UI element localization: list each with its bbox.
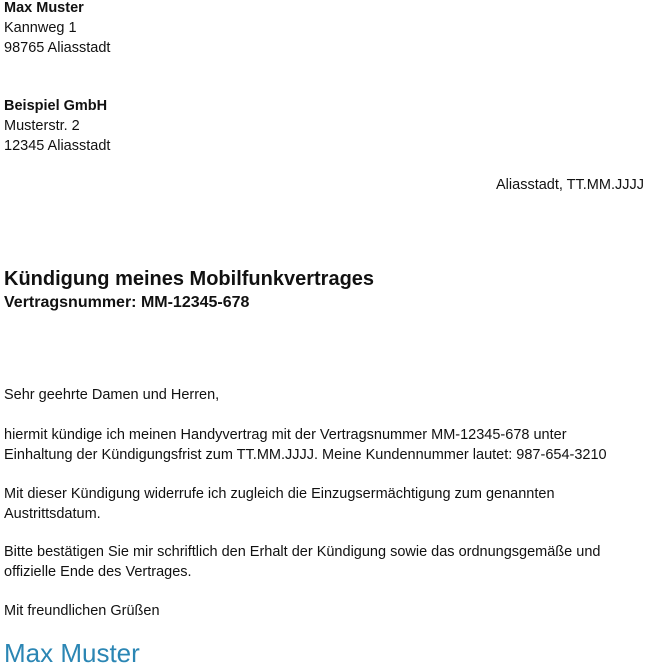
- recipient-street: Musterstr. 2: [4, 118, 80, 134]
- recipient-name: Beispiel GmbH: [4, 98, 108, 114]
- signature: Max Muster: [4, 638, 140, 668]
- recipient-city: 12345 Aliasstadt: [4, 138, 111, 154]
- recipient-address: [4, 96, 110, 156]
- sender-name: Max Muster: [4, 0, 84, 16]
- salutation: Sehr geehrte Damen und Herren,: [4, 387, 220, 403]
- paragraph-line: hiermit kündige ich meinen Handyvertrag mit der Vertragsnummer MM-12345-678 unter: [4, 427, 567, 443]
- subject-block: [4, 266, 374, 314]
- paragraph-line: Austrittsdatum.: [4, 506, 101, 522]
- paragraph-line: Bitte bestätigen Sie mir schriftlich den Erhalt der Kündigung sowie das ordnungsgemäße und: [4, 544, 601, 560]
- paragraph-line: Mit dieser Kündigung widerrufe ich zugleich die Einzugsermächtigung zum genannten: [4, 486, 555, 502]
- contract-reference: Vertragsnummer: MM-12345-678: [4, 294, 250, 311]
- paragraph-confirmation: [4, 542, 644, 582]
- date-line: Aliasstadt, TT.MM.JJJJ: [496, 177, 644, 193]
- paragraph-line: Einhaltung der Kündigungsfrist zum TT.MM.JJJJ. Meine Kundennummer lautet: 987-654-3210: [4, 447, 607, 463]
- paragraph-line: offizielle Ende des Vertrages.: [4, 564, 192, 580]
- paragraph-cancellation: [4, 425, 644, 465]
- sender-street: Kannweg 1: [4, 20, 77, 36]
- sender-address: [4, 0, 110, 58]
- paragraph-revocation: [4, 484, 644, 524]
- subject-title: Kündigung meines Mobilfunkvertrages: [4, 268, 375, 290]
- closing-phrase: Mit freundlichen Grüßen: [4, 603, 160, 619]
- sender-city: 98765 Aliasstadt: [4, 40, 111, 56]
